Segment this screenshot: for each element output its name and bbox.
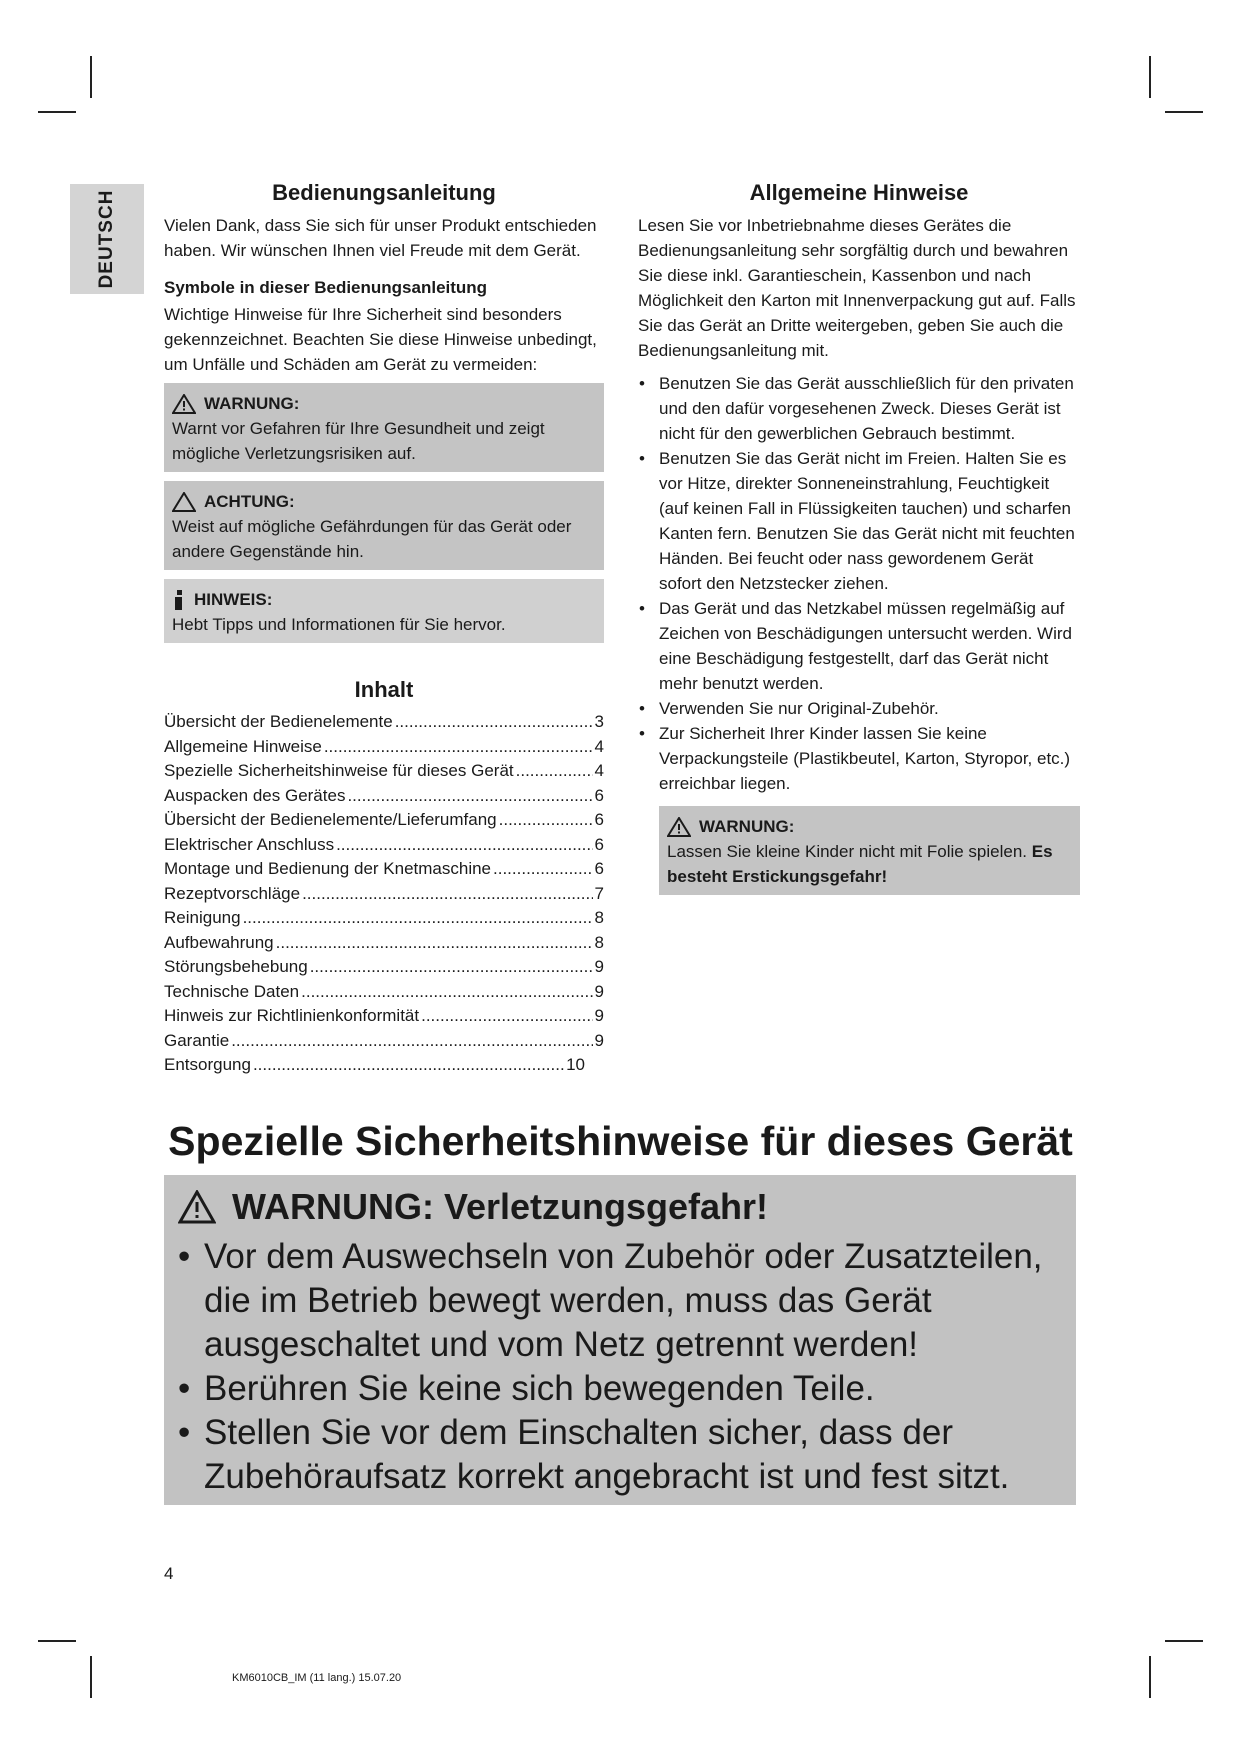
warning-label: WARNUNG: bbox=[204, 394, 300, 413]
caution-label: ACHTUNG: bbox=[204, 492, 295, 511]
toc-row[interactable] bbox=[164, 1004, 604, 1029]
special-safety-title: Spezielle Sicherheitshinweise für dieses Gerät bbox=[168, 1118, 1073, 1164]
crop-mark bbox=[38, 111, 76, 113]
toc-page: 3 bbox=[594, 712, 604, 731]
special-warning-label: WARNUNG: Verletzungsgefahr! bbox=[232, 1186, 769, 1227]
list-item: • Das Gerät und das Netzkabel müssen regelmäßig auf Zeichen von Beschädigungen untersucht werden. Wird eine Beschädigung festgestellt, darf das Gerät nicht mehr benutzt werden. bbox=[638, 596, 1080, 696]
toc-row[interactable] bbox=[164, 710, 604, 735]
toc-page: 6 bbox=[594, 810, 604, 829]
crop-mark bbox=[90, 56, 92, 98]
page-number: 4 bbox=[164, 1564, 174, 1583]
toc-title: Inhalt bbox=[354, 677, 414, 702]
toc-label: Technische Daten bbox=[164, 981, 300, 1001]
toc-label: Reinigung bbox=[164, 908, 241, 927]
note-box bbox=[164, 579, 604, 643]
toc-page: 8 bbox=[594, 932, 604, 952]
toc-page: 8 bbox=[594, 908, 604, 927]
toc-row[interactable] bbox=[164, 1053, 585, 1078]
toc-page: 4 bbox=[594, 761, 604, 780]
caution-box bbox=[164, 481, 604, 570]
table-of-contents bbox=[164, 710, 604, 1078]
list-item: • Benutzen Sie das Gerät ausschließlich für den privaten und den dafür vorgesehenen Zweck. Dieses Gerät ist nicht für den gewerblichen Gebrauch bestimmt. bbox=[638, 371, 1080, 446]
toc-page: 4 bbox=[594, 736, 604, 756]
crop-mark bbox=[1149, 1656, 1151, 1698]
toc-label: Entsorgung bbox=[164, 1055, 251, 1074]
toc-row[interactable] bbox=[164, 931, 604, 956]
toc-row[interactable] bbox=[164, 857, 604, 882]
warning-text: Warnt vor Gefahren für Ihre Gesundheit und zeigt mögliche Verletzungsrisiken auf. bbox=[172, 419, 545, 463]
toc-row[interactable] bbox=[164, 833, 604, 858]
toc-row[interactable] bbox=[164, 808, 604, 833]
crop-mark bbox=[1165, 111, 1203, 113]
manual-title: Bedienungsanleitung bbox=[272, 180, 496, 205]
toc-label: Störungsbehebung bbox=[164, 957, 308, 976]
note-label: HINWEIS: bbox=[194, 590, 273, 609]
toc-page: 10 bbox=[566, 1055, 585, 1074]
child-warning-text bbox=[667, 839, 1072, 889]
warning-box bbox=[164, 383, 604, 472]
print-footer: KM6010CB_IM (11 lang.) 15.07.20 bbox=[232, 1672, 402, 1684]
caution-text: Weist auf mögliche Gefährdungen für das Gerät oder andere Gegenstände hin. bbox=[172, 517, 572, 561]
toc-page: 7 bbox=[594, 883, 604, 903]
list-item: • Benutzen Sie das Gerät nicht im Freien. Halten Sie es vor Hitze, direkter Sonneneinstrahlung, Feuchtigkeit (auf keinen Fall in Flüssigkeiten tauchen) und scharfen Kanten fern. Benutzen Sie das Gerät nicht mit feuchten Händen. Bei feucht oder nass gewordenem Gerät sofort den Netzstecker ziehen. bbox=[638, 446, 1080, 596]
note-text: Hebt Tipps und Informationen für Sie hervor. bbox=[172, 615, 506, 634]
warning-triangle-icon bbox=[178, 1190, 216, 1224]
list-item: • Zur Sicherheit Ihrer Kinder lassen Sie keine Verpackungsteile (Plastikbeutel, Karton, Styropor, etc.) erreichbar liegen. bbox=[638, 721, 1080, 796]
symbols-text: Wichtige Hinweise für Ihre Sicherheit sind besonders gekennzeichnet. Beachten Sie diese Hinweise unbedingt, um Unfälle und Schäden am Gerät zu vermeiden: bbox=[164, 305, 597, 374]
toc-row[interactable] bbox=[164, 1029, 604, 1054]
toc-row[interactable] bbox=[164, 955, 604, 980]
right-column bbox=[638, 180, 1080, 895]
toc-page: 9 bbox=[594, 1006, 604, 1025]
special-warning-box bbox=[164, 1175, 1076, 1505]
toc-label: Spezielle Sicherheitshinweise für dieses Gerät bbox=[164, 761, 514, 780]
toc-row[interactable] bbox=[164, 882, 604, 907]
toc-label: Hinweis zur Richtlinienkonformität bbox=[164, 1006, 420, 1025]
intro-text: Vielen Dank, dass Sie sich für unser Produkt entschieden haben. Wir wünschen Ihnen viel Freude mit dem Gerät. bbox=[164, 216, 597, 260]
toc-page: 6 bbox=[594, 859, 604, 878]
toc-label: Elektrischer Anschluss bbox=[164, 834, 335, 854]
toc-label: Aufbewahrung bbox=[164, 932, 274, 952]
crop-mark bbox=[1165, 1640, 1203, 1642]
toc-label: Rezeptvorschläge bbox=[164, 883, 301, 903]
toc-label: Auspacken des Gerätes bbox=[164, 785, 346, 805]
left-column bbox=[164, 180, 604, 1078]
toc-page: 9 bbox=[594, 957, 604, 976]
list-item: • Berühren Sie keine sich bewegenden Teile. bbox=[178, 1367, 1076, 1411]
special-warning-list bbox=[178, 1235, 1076, 1499]
toc-label: Montage und Bedienung der Knetmaschine bbox=[164, 859, 492, 878]
toc-page: 6 bbox=[594, 834, 604, 854]
list-item: • Verwenden Sie nur Original-Zubehör. bbox=[638, 696, 1080, 721]
list-item: • Stellen Sie vor dem Einschalten sicher, dass der Zubehöraufsatz korrekt angebracht ist und fest sitzt. bbox=[178, 1411, 1076, 1499]
toc-label: Übersicht der Bedienelemente/Lieferumfang bbox=[164, 810, 497, 829]
language-tab bbox=[70, 184, 144, 294]
list-item: • Vor dem Auswechseln von Zubehör oder Zusatzteilen, die im Betrieb bewegt werden, muss das Gerät ausgeschaltet und vom Netz getrennt werden! bbox=[178, 1235, 1076, 1367]
caution-triangle-icon bbox=[172, 492, 196, 512]
child-warning-sentence: Lassen Sie kleine Kinder nicht mit Folie spielen. bbox=[667, 842, 1028, 861]
warning-triangle-icon bbox=[172, 394, 196, 414]
info-icon bbox=[172, 590, 186, 610]
toc-label: Garantie bbox=[164, 1030, 230, 1050]
crop-mark bbox=[38, 1640, 76, 1642]
toc-row[interactable] bbox=[164, 980, 604, 1005]
toc-label: Allgemeine Hinweise bbox=[164, 736, 322, 756]
toc-row[interactable] bbox=[164, 735, 604, 760]
child-warning-label: WARNUNG: bbox=[699, 817, 795, 836]
crop-mark bbox=[90, 1656, 92, 1698]
toc-row[interactable] bbox=[164, 906, 604, 931]
general-notes-intro: Lesen Sie vor Inbetriebnahme dieses Gerätes die Bedienungsanleitung sehr sorgfältig durch und bewahren Sie diese inkl. Garantieschein, Kassenbon und nach Möglichkeit den Karton mit Innenverpackung gut auf. Falls Sie das Gerät an Dritte weitergeben, geben Sie auch die Bedienungsanleitung mit. bbox=[638, 216, 1076, 360]
warning-triangle-icon bbox=[667, 817, 691, 837]
general-notes-title: Allgemeine Hinweise bbox=[749, 180, 969, 205]
general-notes-list bbox=[638, 371, 1080, 796]
child-warning-box bbox=[659, 806, 1080, 895]
toc-label: Übersicht der Bedienelemente bbox=[164, 712, 393, 731]
toc-row[interactable] bbox=[164, 784, 604, 809]
crop-mark bbox=[1149, 56, 1151, 98]
toc-page: 9 bbox=[594, 1030, 604, 1050]
toc-page: 9 bbox=[594, 981, 604, 1001]
symbols-heading: Symbole in dieser Bedienungsanleitung bbox=[164, 278, 488, 297]
toc-row[interactable] bbox=[164, 759, 604, 784]
child-warning-emphasis: Es besteht Erstickungsgefahr! bbox=[667, 842, 1053, 886]
language-tab-label: DEUTSCH bbox=[96, 189, 117, 289]
toc-page: 6 bbox=[594, 785, 604, 805]
